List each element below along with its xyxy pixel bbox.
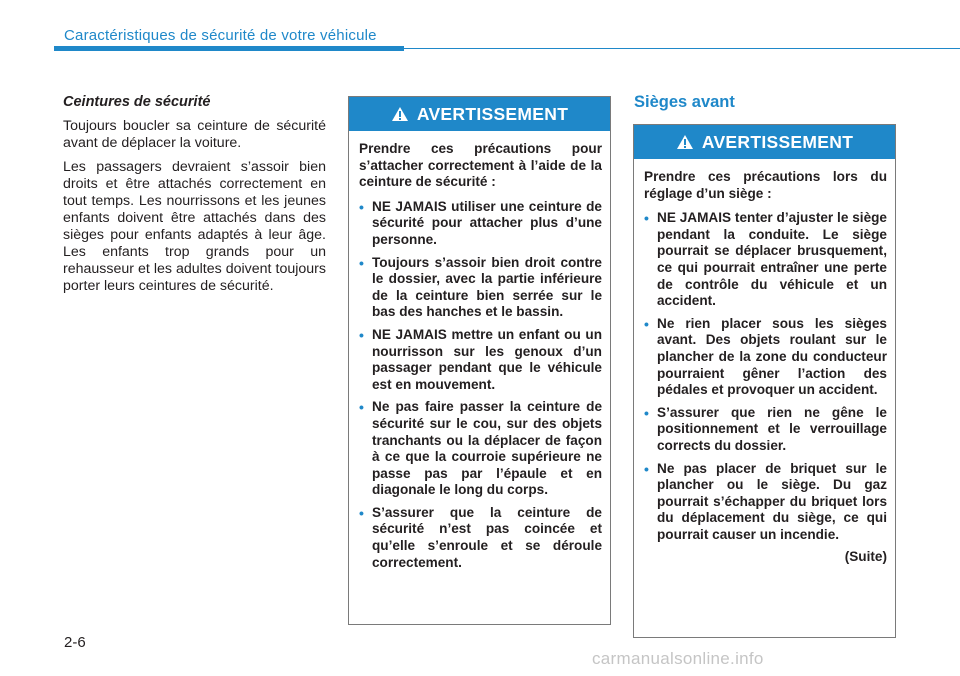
bullet-dot-icon: • xyxy=(644,315,649,332)
list-item-text: Ne pas placer de briquet sur le plancher ou le siège. Du gaz pourrait s’échapper du briquet lors du déplacement du siège, ce qui pourrait causer un incendie. xyxy=(657,460,887,542)
warning-intro: Prendre ces précautions pour s’attacher correctement à l’aide de la ceinture de sécurité : xyxy=(359,141,602,190)
warning-body xyxy=(349,131,610,587)
warning-title: AVERTISSEMENT xyxy=(416,103,569,124)
warning-list xyxy=(359,199,602,571)
bullet-dot-icon: • xyxy=(359,198,364,215)
warning-body xyxy=(634,159,895,576)
section-header-title: Caractéristiques de sécurité de votre véhicule xyxy=(64,27,377,44)
watermark: carmanualsonline.info xyxy=(592,649,764,668)
warning-intro: Prendre ces précautions lors du réglage d’un siège : xyxy=(644,169,887,201)
list-item xyxy=(359,255,602,321)
list-item xyxy=(359,327,602,393)
warning-title: AVERTISSEMENT xyxy=(701,131,854,152)
page-number: 2-6 xyxy=(64,634,86,651)
list-item-text: NE JAMAIS tenter d’ajuster le siège pendant la conduite. Le siège pourrait se déplacer brusquement, ce qui pourrait entraîner une perte de contrôle du véhicule et un accident. xyxy=(657,210,887,309)
list-item xyxy=(359,399,602,499)
bullet-dot-icon: • xyxy=(644,210,649,227)
list-item-text: Toujours s’assoir bien droit contre le dossier, avec la partie inférieure de la ceinture bien serrée sur le bas des hanches et le bassin. xyxy=(372,254,602,320)
warning-header xyxy=(634,125,895,159)
list-item xyxy=(644,210,887,310)
list-item xyxy=(644,405,887,455)
list-item-text: S’assurer que rien ne gêne le positionnement et le verrouillage corrects du dossier. xyxy=(657,404,887,453)
list-item xyxy=(359,199,602,249)
header-rule-thin xyxy=(404,48,960,49)
list-item-text: S’assurer que la ceinture de sécurité n’est pas coincée et qu’elle s’enroule et se déroule correctement. xyxy=(372,504,602,570)
paragraph: Toujours boucler sa ceinture de sécurité avant de déplacer la voiture. xyxy=(63,118,326,151)
bullet-dot-icon: • xyxy=(644,404,649,421)
list-item xyxy=(359,505,602,571)
list-item-text: NE JAMAIS utiliser une ceinture de sécurité pour attacher plus d’une personne. xyxy=(372,198,602,247)
warning-list xyxy=(644,210,887,543)
seatbelt-heading: Ceintures de sécurité xyxy=(63,94,211,110)
bullet-dot-icon: • xyxy=(644,460,649,477)
continued-label: (Suite) xyxy=(844,549,887,565)
list-item-text: Ne rien placer sous les sièges avant. Des objets roulant sur le plancher de la zone du conducteur pourraient gêner l’action des pédales et provoquer un accident. xyxy=(657,315,887,398)
bullet-dot-icon: • xyxy=(359,254,364,271)
left-column xyxy=(63,94,326,302)
warning-box-seatbelt xyxy=(348,96,611,625)
warning-header xyxy=(349,97,610,131)
bullet-dot-icon: • xyxy=(359,399,364,416)
list-item xyxy=(644,461,887,544)
list-item-text: Ne pas faire passer la ceinture de sécurité sur le cou, sur des objets tranchants ou la déplacer de façon à ce que la courroie supérieure ne passe pas par l’épaule et en diagonale le long du corps. xyxy=(372,399,602,498)
bullet-dot-icon: • xyxy=(359,326,364,343)
list-item xyxy=(644,316,887,399)
warning-box-seats xyxy=(633,124,896,638)
bullet-dot-icon: • xyxy=(359,504,364,521)
warning-triangle-icon xyxy=(676,134,694,150)
front-seats-heading: Sièges avant xyxy=(634,93,735,111)
list-item-text: NE JAMAIS mettre un enfant ou un nourrisson sur les genoux d’un passager pendant que le véhicule est en mouvement. xyxy=(372,326,602,392)
paragraph: Les passagers devraient s’assoir bien droits et être attachés correctement en tout temps. Les nourrissons et les jeunes enfants doivent être attachés dans des sièges pour enfants adaptés à leur âge. Les enfants trop grands pour un rehausseur et les adultes doivent toujours porter leurs ceintures de sécurité. xyxy=(63,159,326,294)
header-rule-thick xyxy=(54,46,404,51)
warning-triangle-icon xyxy=(391,106,409,122)
